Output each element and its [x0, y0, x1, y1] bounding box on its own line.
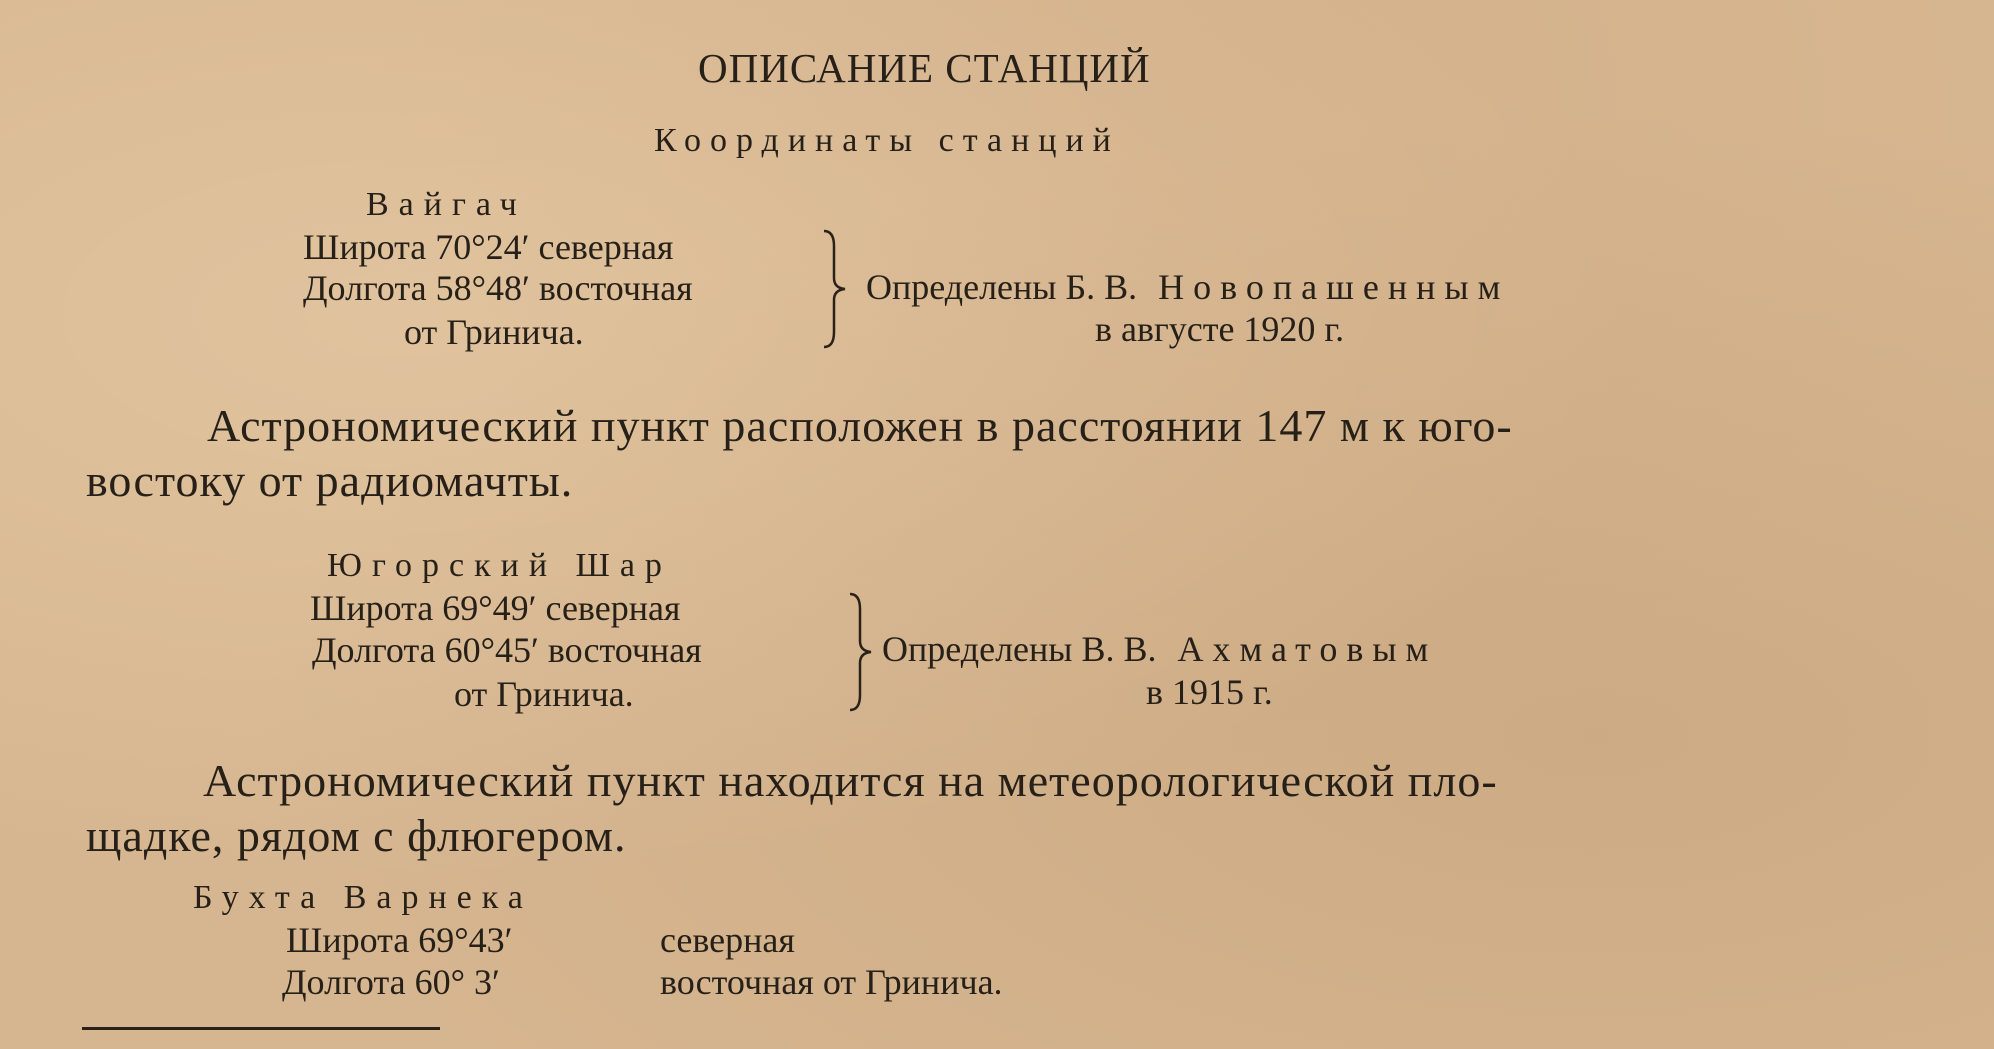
- station-reference: от Гринича.: [454, 674, 634, 714]
- footnote-rule: [82, 1027, 440, 1030]
- station-reference: от Гринича.: [404, 312, 584, 352]
- station-longitude: Долгота 60°45′ восточная: [312, 630, 702, 670]
- brace-icon: [820, 228, 850, 350]
- station-name: Югорский Шар: [327, 547, 672, 584]
- station-latitude: Широта 69°43′: [286, 920, 513, 960]
- station-name: Бухта Варнека: [193, 879, 533, 916]
- paragraph-line: щадке, рядом с флюгером.: [86, 810, 627, 861]
- determination-date: в 1915 г.: [1146, 672, 1273, 712]
- station-longitude: Долгота 58°48′ восточная: [303, 268, 693, 308]
- station-name: Вайгач: [366, 186, 527, 223]
- paragraph-line: Астрономический пункт расположен в расстоянии 147 м к юго-: [207, 400, 1513, 451]
- determined-by: [882, 631, 1437, 667]
- station-latitude-direction: северная: [660, 920, 795, 960]
- determined-by: [866, 269, 1509, 305]
- paragraph-line: Астрономический пункт находится на метеорологической пло-: [203, 755, 1498, 806]
- page-heading: ОПИСАНИЕ СТАНЦИЙ: [698, 45, 1151, 91]
- station-longitude-direction: восточная от Гринича.: [660, 962, 1003, 1002]
- station-latitude: Широта 70°24′ северная: [303, 227, 674, 267]
- determination-date: в августе 1920 г.: [1095, 309, 1345, 349]
- brace-icon: [846, 591, 876, 713]
- paragraph-line: востоку от радиомачты.: [86, 455, 574, 506]
- station-latitude: Широта 69°49′ северная: [310, 588, 681, 628]
- determined-by-name: Ахматовым: [1177, 629, 1438, 669]
- station-longitude: Долгота 60° 3′: [282, 962, 500, 1002]
- determined-by-name: Новопашенным: [1158, 267, 1510, 307]
- determined-by-prefix: Определены В. В.: [882, 629, 1157, 669]
- determined-by-prefix: Определены Б. В.: [866, 267, 1138, 307]
- page-subheading: Координаты станций: [654, 122, 1120, 159]
